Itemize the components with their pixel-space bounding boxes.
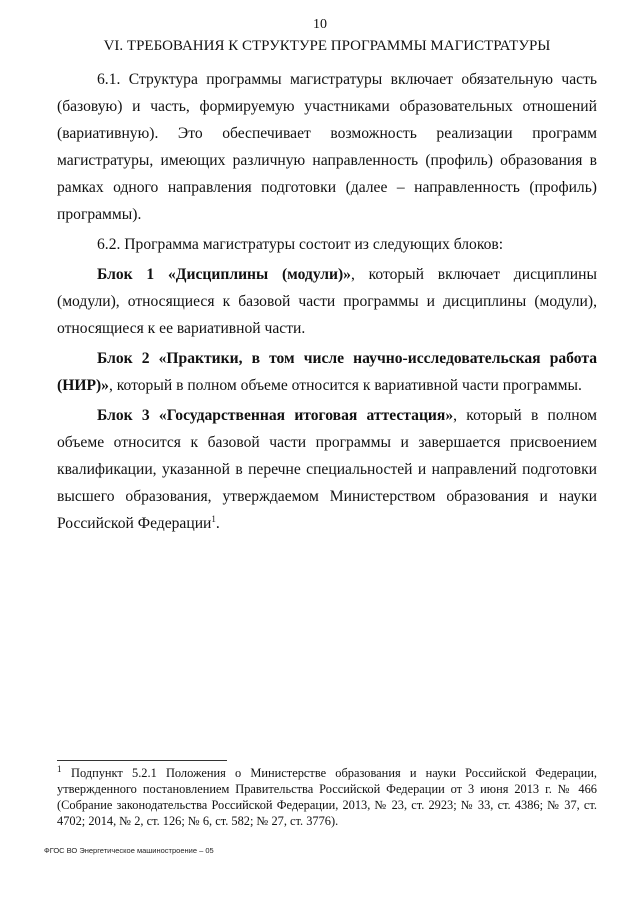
paragraph-6-2: 6.2. Программа магистратуры состоит из следующих блоков: [97, 236, 504, 253]
block-3-end: . [215, 515, 220, 532]
block-2-title: Блок 2 «Практики, в том числе научно-исследовательская работа (НИР)» [57, 350, 597, 394]
footnote: 1 Подпункт 5.2.1 Положения о Министерстве образования и науки Российской Федерации, утвержденного постановлением Правительства Российской Федерации от 3 июня 2013 г. № 466 (Собрание законодательства Российской Федерации, 2013, № 23, ст. 2923; № 33, ст. 4386; № 37, ст. 4702; 2014, № 2, ст. 126; № 6, ст. 582; № 27, ст. 3776). [57, 763, 597, 828]
paragraph-block-3 [57, 402, 597, 537]
block-1-title: Блок 1 «Дисциплины (модули)» [97, 266, 351, 283]
footnote-divider [57, 760, 227, 761]
footer-note: ФГОС ВО Энергетическое машиностроение – 05 [44, 846, 214, 855]
paragraph-block-1 [57, 261, 597, 342]
paragraph-6-1: 6.1. Структура программы магистратуры включает обязательную часть (базовую) и часть, формируемую участниками образовательных отношений (вариативную). Это обеспечивает возможность реализации программ магистратуры, имеющих различную направленность (профиль) образования в рамках одного направления подготовки (далее – направленность (профиль) программы). [57, 71, 597, 223]
paragraph-block-2 [57, 345, 597, 399]
block-3-text: , который в полном объеме относится к базовой части программы и завершается присвоением квалификации, указанной в перечне специальностей и направлений подготовки высшего образования, утверждаемом Министерством образования и науки Российской Федерации [57, 407, 597, 532]
block-1-text: , который включает дисциплины (модули), относящиеся к базовой части программы и дисциплины (модули), относящиеся к ее вариативной части. [57, 266, 597, 337]
section-title: VI. ТРЕБОВАНИЯ К СТРУКТУРЕ ПРОГРАММЫ МАГИСТРАТУРЫ [103, 38, 551, 54]
footnote-text: Подпункт 5.2.1 Положения о Министерстве образования и науки Российской Федерации, утвержденного постановлением Правительства Российской Федерации от 3 июня 2013 г. № 466 (Собрание законодательства Российской Федерации, 2013, № 23, ст. 2923; № 33, ст. 4386; № 37, ст. 4702; 2014, № 2, ст. 126; № 6, ст. 582; № 27, ст. 3776). [57, 766, 597, 828]
block-3-title: Блок 3 «Государственная итоговая аттестация» [97, 407, 454, 424]
body-text [57, 66, 597, 537]
footnote-reference: 1 [211, 513, 216, 524]
block-2-text: , который в полном объеме относится к вариативной части программы. [108, 377, 582, 394]
page-number: 10 [313, 17, 327, 32]
